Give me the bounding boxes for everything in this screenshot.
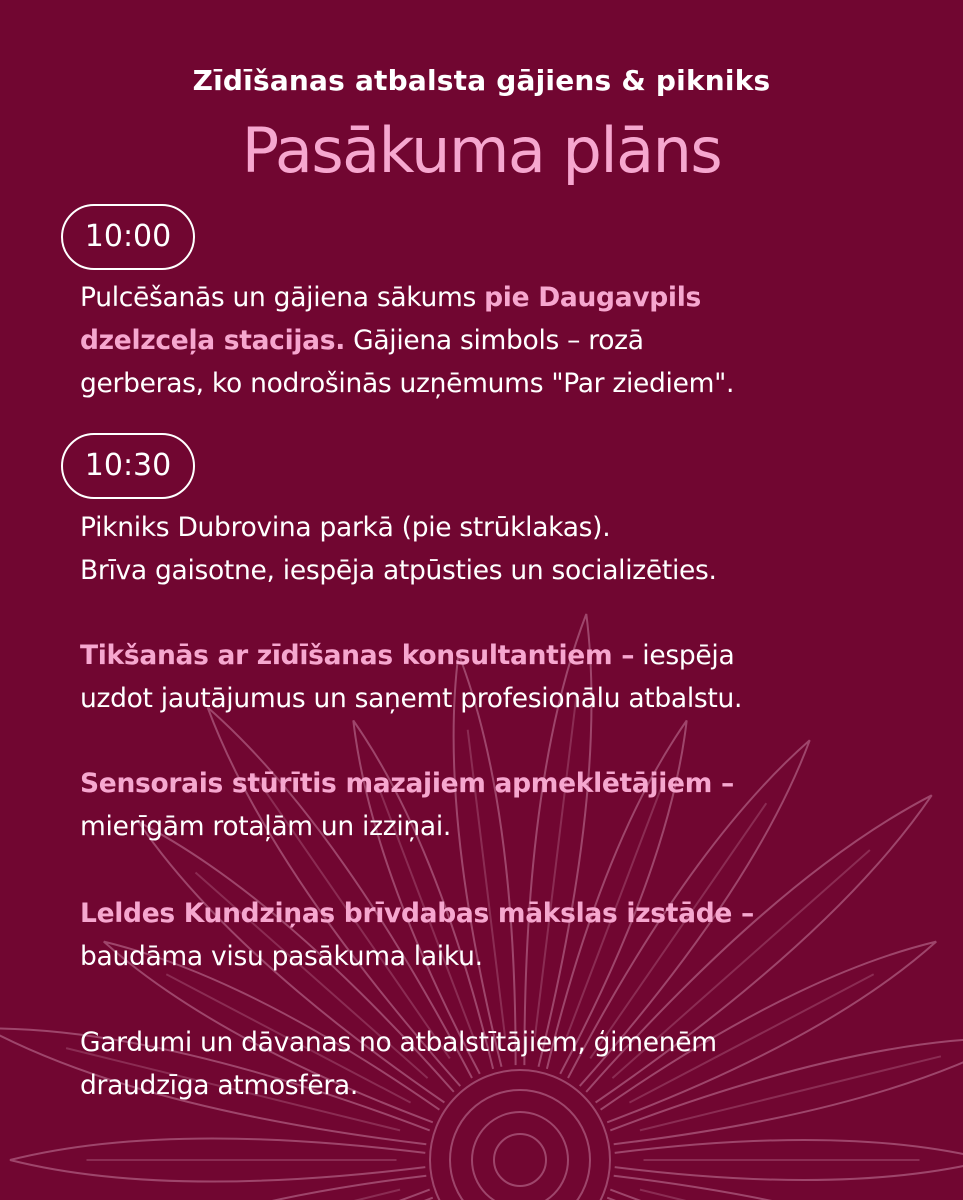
- text-line: [80, 325, 644, 356]
- highlight-text: dzelzceļa stacijas.: [80, 325, 345, 356]
- schedule-item-treats-gifts: [80, 1021, 940, 1107]
- text-run: draudzīga atmosfēra.: [80, 1070, 358, 1101]
- text-run: Brīva gaisotne, iespēja atpūsties un socializēties.: [80, 555, 717, 586]
- highlight-text: Leldes Kundziņas brīvdabas mākslas izstāde –: [80, 898, 754, 929]
- flower-petal-vein: [132, 1190, 400, 1200]
- text-line: [80, 368, 734, 399]
- flower-center-ring: [494, 1134, 546, 1186]
- text-run: gerberas, ko nodrošinās uzņēmums "Par ziediem".: [80, 368, 735, 399]
- event-subtitle: Zīdīšanas atbalsta gājiens & pikniks: [192, 64, 771, 97]
- flower-petal: [610, 1176, 963, 1200]
- text-line: [80, 282, 701, 313]
- time-badge-1030: 10:30: [61, 433, 195, 499]
- text-run: iespēja: [634, 640, 735, 671]
- text-run: Gardumi un dāvanas no atbalstītājiem, ģimenēm: [80, 1027, 717, 1058]
- page-title: Pasākuma plāns: [241, 114, 722, 187]
- flower-center-ring: [472, 1112, 568, 1200]
- highlight-text: Tikšanās ar zīdīšanas konsultantiem –: [80, 640, 635, 671]
- text-run: uzdot jautājumus un saņemt profesionālu atbalstu.: [80, 683, 743, 714]
- text-run: Gājiena simbols – rozā: [344, 325, 644, 356]
- flower-petal-vein: [640, 1190, 941, 1200]
- schedule-item-consultants: [80, 634, 940, 720]
- text-run: mierīgām rotaļām un izziņai.: [80, 811, 452, 842]
- schedule-item-art-exhibition: [80, 892, 940, 978]
- text-run: Pikniks Dubrovina parkā (pie strūklakas).: [80, 512, 611, 543]
- flower-petal: [64, 1176, 430, 1200]
- flower-petal: [10, 1138, 425, 1181]
- text-run: baudāma visu pasākuma laiku.: [80, 941, 483, 972]
- text-run: Pulcēšanās un gājiena sākums: [80, 282, 485, 313]
- schedule-item-sensory-corner: [80, 762, 940, 848]
- flower-petal: [615, 1140, 963, 1180]
- highlight-text: pie Daugavpils: [484, 282, 701, 313]
- schedule-item-gathering: [80, 276, 940, 405]
- highlight-text: Sensorais stūrītis mazajiem apmeklētājiem –: [80, 768, 734, 799]
- flower-petal-vein: [535, 696, 577, 1038]
- schedule-item-picnic: [80, 506, 940, 592]
- time-badge-1000: 10:00: [61, 204, 195, 270]
